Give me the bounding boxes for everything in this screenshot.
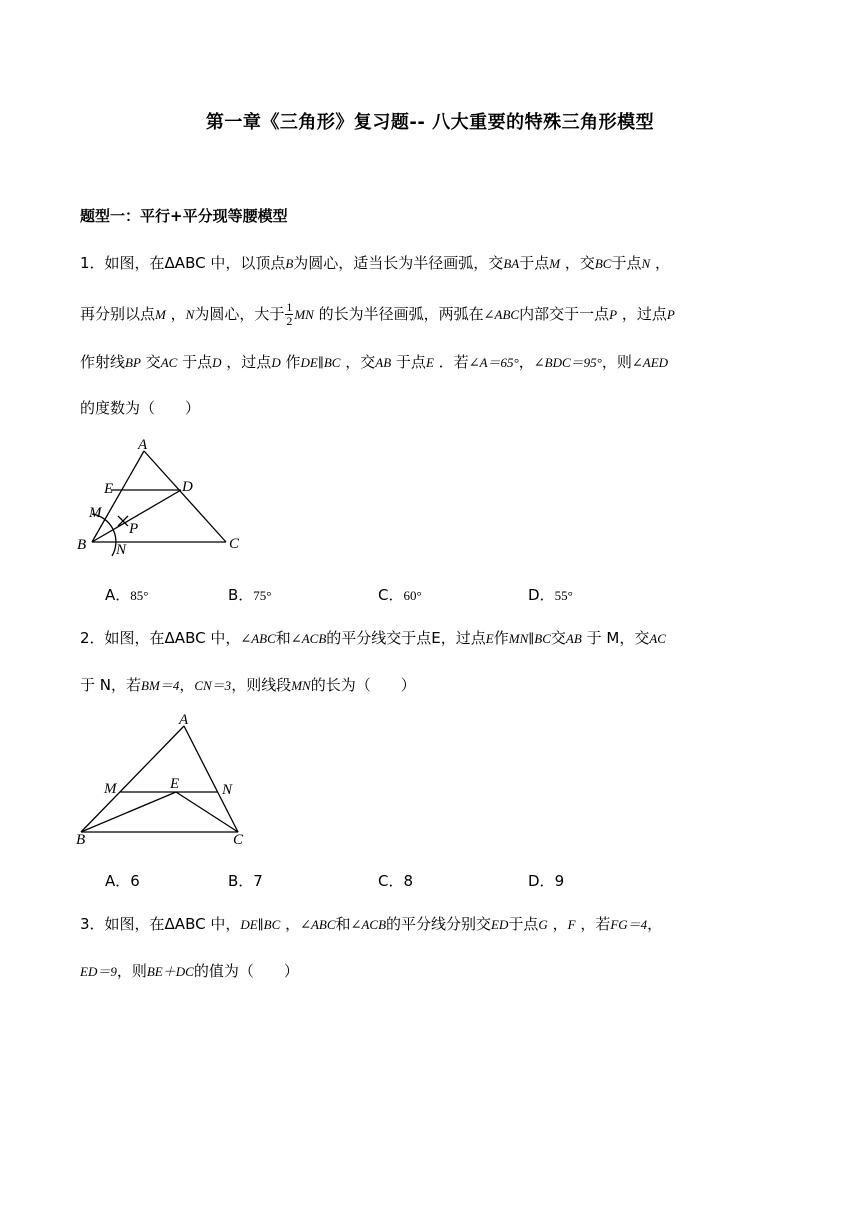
label-e: E [104,481,114,497]
q2-option-c[interactable]: C．8 [378,872,414,890]
q3-line-2: ED＝9，则BE＋DC的值为（ ） [80,962,299,980]
q2-option-d[interactable]: D．9 [528,872,565,890]
label-n: N [116,542,127,558]
section-heading: 题型一：平行+平分现等腰模型 [80,207,288,225]
q1-option-b[interactable]: B．75° [228,586,272,604]
q2-option-a[interactable]: A．6 [105,872,140,890]
q3-line-1: 3．如图，在ΔABC 中，DE∥BC ，∠ABC和∠ACB的平分线分别交ED于点G ，F ，若FG＝4， [80,915,663,933]
side-ab [81,726,184,832]
label-m: M [89,505,102,521]
q1-line-1: 1．如图，在ΔABC 中，以顶点B为圆心，适当长为半径画弧，交BA于点M ，交BC于点N ， [80,254,670,272]
bisector-ce [176,792,238,832]
label-n: N [222,782,233,798]
label-e: E [170,776,180,792]
label-c: C [233,832,244,848]
q1-triangle-figure [74,436,254,564]
q1-option-c[interactable]: C．60° [378,586,422,604]
label-b: B [76,832,86,848]
q1-line-4: 的度数为（ ） [80,399,201,417]
fraction-one-half: $\frac{1}{2}$ [286,300,293,328]
q2-line-2: 于 N，若BM＝4，CN＝3，则线段MN的长为（ ） [80,676,416,694]
q1-line-3: 作射线BP 交AC 于点D ，过点D 作DE∥BC ，交AB 于点E ．若∠A＝65°，∠BDC＝95°，则∠AED [80,353,669,371]
label-d: D [182,479,193,495]
q1-line-2: 再分别以点M ，N为圆心，大于 $\frac{1}{2}$ MN 的长为半径画弧，两弧在∠ABC内部交于一点P ，过点P [80,300,675,328]
q2-triangle-figure [70,708,260,850]
label-c: C [229,536,240,552]
q1-option-a[interactable]: A．85° [105,586,149,604]
side-ac [184,726,238,832]
label-m: M [104,781,117,797]
q2-option-b[interactable]: B．7 [228,872,263,890]
label-b: B [77,537,87,553]
q1-option-d[interactable]: D．55° [528,586,573,604]
label-a: A [138,437,148,453]
page-title: 第一章《三角形》复习题-- 八大重要的特殊三角形模型 [205,112,655,133]
label-a: A [179,712,189,728]
bisector-be [81,792,176,832]
q2-line-1: 2．如图，在ΔABC 中，∠ABC和∠ACB的平分线交于点E，过点E作MN∥BC交AB 于 M，交AC [80,629,666,647]
side-ac [144,451,226,542]
label-p: P [129,521,139,537]
